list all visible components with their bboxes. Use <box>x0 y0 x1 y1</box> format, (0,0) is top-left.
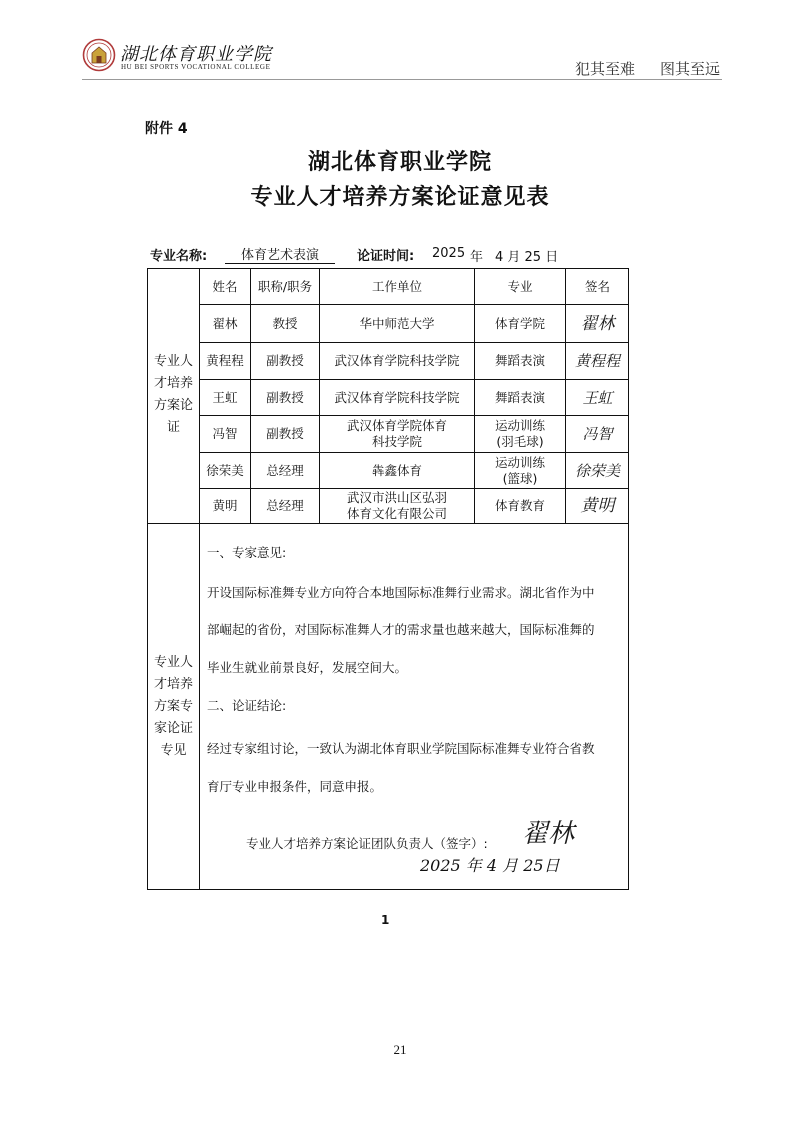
col-header-major: 专业 <box>507 278 533 294</box>
cell-name: 黄程程 <box>206 353 244 368</box>
major-label: 专业名称: <box>150 249 208 264</box>
opinion-line: 开设国际标准舞专业方向符合本地国际标准舞行业需求。湖北省作为中 <box>207 585 595 600</box>
school-name-en: HU BEI SPORTS VOCATIONAL COLLEGE <box>121 63 271 71</box>
header-divider <box>82 79 722 80</box>
opinion-line: 部崛起的省份，对国际标准舞人才的需求量也越来越大，国际标准舞的 <box>207 622 595 637</box>
conclusion-line: 经过专家组讨论，一致认为湖北体育职业学院国际标准舞专业符合省教 <box>207 741 595 756</box>
opinion-heading: 一、专家意见: <box>207 545 287 560</box>
cell-major: 舞蹈表演 <box>494 353 545 368</box>
cell-name: 翟林 <box>212 315 238 331</box>
handwritten-signature: 王虹 <box>582 388 613 407</box>
cell-unit: 武汉体育学院体育 科技学院 <box>346 418 447 449</box>
handwritten-signature: 冯智 <box>582 425 613 443</box>
inner-page-number: 1 <box>381 913 390 927</box>
col-header-name: 姓名 <box>212 278 238 294</box>
cell-unit: 犇鑫体育 <box>371 462 422 478</box>
conclusion-line: 育厅专业申报条件，同意申报。 <box>207 779 383 794</box>
cell-title: 教授 <box>272 315 298 331</box>
handwritten-signature: 黄程程 <box>574 352 620 370</box>
leader-signature: 翟林 <box>522 819 575 849</box>
cell-major: 运动训练 (羽毛球) <box>494 418 545 449</box>
cell-name: 王虹 <box>212 389 238 405</box>
motto-2: 图其至远 <box>660 60 721 78</box>
motto-1: 犯其至难 <box>575 60 636 78</box>
cell-unit: 武汉体育学院科技学院 <box>334 389 460 405</box>
cell-unit: 华中师范大学 <box>359 315 435 331</box>
school-emblem-icon <box>82 38 116 72</box>
cell-title: 总经理 <box>266 498 304 513</box>
cell-title: 副教授 <box>266 426 304 441</box>
side-label-review: 专业人 才培养 方案论 证 <box>153 354 193 435</box>
doc-title-line1: 湖北体育职业学院 <box>307 150 492 175</box>
cell-unit: 武汉体育学院科技学院 <box>334 353 460 368</box>
attachment-label: 附件 4 <box>145 121 188 137</box>
handwritten-signature: 黄明 <box>580 496 615 516</box>
col-header-title: 职称/职务 <box>257 278 313 294</box>
signature-date: 2025 年 4 月 25日 <box>420 856 560 875</box>
cell-title: 总经理 <box>266 462 304 478</box>
cell-name: 黄明 <box>212 498 238 513</box>
date-month-day: 4 月 25 日 <box>495 250 559 265</box>
cell-unit: 武汉市洪山区弘羽 体育文化有限公司 <box>346 490 447 521</box>
handwritten-signature: 翟林 <box>580 313 615 334</box>
cell-title: 副教授 <box>266 389 304 405</box>
signature-label: 专业人才培养方案论证团队负责人（签字）: <box>246 836 488 851</box>
page-number: 21 <box>393 1042 407 1057</box>
page-header <box>0 0 800 80</box>
date-year-unit: 年 <box>470 250 484 265</box>
cell-name: 徐荣美 <box>206 462 244 478</box>
time-label: 论证时间: <box>357 249 415 264</box>
major-value: 体育艺术表演 <box>225 244 335 264</box>
cell-major: 体育学院 <box>494 315 545 331</box>
school-name-cn: 湖北体育职业学院 <box>120 44 272 65</box>
cell-major: 运动训练 (篮球) <box>494 454 545 486</box>
doc-title-line2: 专业人才培养方案论证意见表 <box>250 185 550 210</box>
handwritten-signature: 徐荣美 <box>574 461 620 480</box>
side-label-opinion: 专业人 才培养 方案专 家论证 专见 <box>153 655 193 758</box>
cell-major: 舞蹈表演 <box>494 389 545 405</box>
cell-title: 副教授 <box>266 353 304 368</box>
cell-name: 冯智 <box>212 426 238 441</box>
review-table <box>147 268 629 890</box>
conclusion-heading: 二、论证结论: <box>207 698 287 713</box>
col-header-signature: 签名 <box>584 278 610 294</box>
date-year: 2025 <box>432 246 466 261</box>
opinion-line: 毕业生就业前景良好，发展空间大。 <box>207 660 408 675</box>
col-header-unit: 工作单位 <box>371 278 422 294</box>
cell-major: 体育教育 <box>494 498 545 513</box>
